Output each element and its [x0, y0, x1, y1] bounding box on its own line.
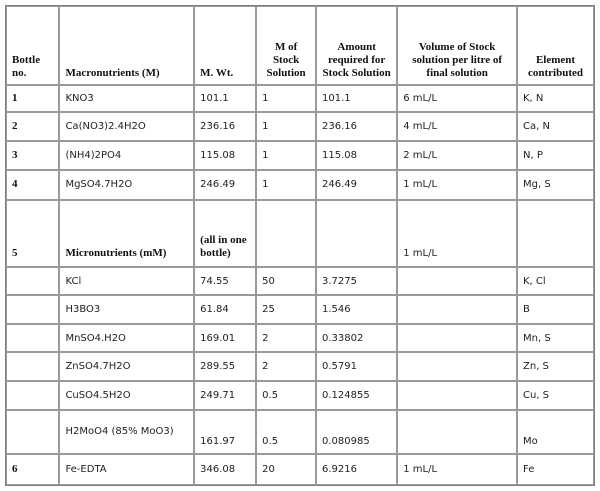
- empty-cell: [6, 410, 59, 455]
- compound-cell: (NH4)2PO4: [59, 141, 194, 171]
- amount-cell: 0.124855: [316, 381, 397, 410]
- empty-cell: [6, 352, 59, 381]
- empty-cell: [397, 267, 517, 296]
- amount-cell: 1.546: [316, 295, 397, 324]
- bottle-number: 3: [6, 141, 59, 171]
- table-row: [6, 352, 594, 381]
- element-cell: N, P: [517, 141, 594, 171]
- empty-cell: [517, 200, 594, 267]
- mwt-cell: 289.55: [194, 352, 256, 381]
- molarity-cell: 1: [256, 85, 316, 111]
- amount-cell: 246.49: [316, 170, 397, 200]
- volume-cell: 4 mL/L: [397, 112, 517, 141]
- mwt-cell: 169.01: [194, 324, 256, 353]
- bottle-number: 1: [6, 85, 59, 111]
- empty-cell: [6, 324, 59, 353]
- table-row: [6, 454, 594, 485]
- table-row: [6, 295, 594, 324]
- compound-cell: MgSO4.7H2O: [59, 170, 194, 200]
- amount-cell: 0.080985: [316, 410, 397, 455]
- molarity-cell: 1: [256, 112, 316, 141]
- micronutrients-label: Micronutrients (mM): [59, 200, 194, 267]
- amount-cell: 115.08: [316, 141, 397, 171]
- molarity-cell: 2: [256, 352, 316, 381]
- table-row: [6, 324, 594, 353]
- element-cell: Mn, S: [517, 324, 594, 353]
- element-cell: K, Cl: [517, 267, 594, 296]
- compound-cell: Ca(NO3)2.4H2O: [59, 112, 194, 141]
- compound-cell: KCl: [59, 267, 194, 296]
- molarity-cell: 25: [256, 295, 316, 324]
- mwt-cell: 346.08: [194, 454, 256, 485]
- element-cell: K, N: [517, 85, 594, 111]
- compound-cell: MnSO4.H2O: [59, 324, 194, 353]
- table-row: [6, 85, 594, 111]
- empty-cell: [6, 381, 59, 410]
- table-row: [6, 112, 594, 141]
- empty-cell: [397, 352, 517, 381]
- bottle-number: 6: [6, 454, 59, 485]
- empty-cell: [397, 324, 517, 353]
- element-cell: Ca, N: [517, 112, 594, 141]
- mwt-cell: 249.71: [194, 381, 256, 410]
- compound-cell: H3BO3: [59, 295, 194, 324]
- empty-cell: [256, 200, 316, 267]
- table-row: [6, 410, 594, 455]
- molarity-cell: 0.5: [256, 381, 316, 410]
- bottle-number: 5: [6, 200, 59, 267]
- mwt-cell: 236.16: [194, 112, 256, 141]
- molarity-cell: 20: [256, 454, 316, 485]
- header-m-stock: M of Stock Solution: [256, 6, 316, 85]
- bottle-number: 4: [6, 170, 59, 200]
- nutrient-table-wrapper: [5, 5, 595, 486]
- element-cell: Fe: [517, 454, 594, 485]
- molarity-cell: 0.5: [256, 410, 316, 455]
- mwt-cell: 115.08: [194, 141, 256, 171]
- micronutrients-header-row: [6, 200, 594, 267]
- mwt-cell: 74.55: [194, 267, 256, 296]
- molarity-cell: 1: [256, 170, 316, 200]
- compound-cell: ZnSO4.7H2O: [59, 352, 194, 381]
- empty-cell: [6, 295, 59, 324]
- header-element: Element contributed: [517, 6, 594, 85]
- element-cell: Cu, S: [517, 381, 594, 410]
- nutrient-stock-table: [5, 5, 595, 486]
- empty-cell: [397, 410, 517, 455]
- element-cell: Mo: [517, 410, 594, 455]
- amount-cell: 0.5791: [316, 352, 397, 381]
- table-row: [6, 381, 594, 410]
- empty-cell: [316, 200, 397, 267]
- mwt-cell: 101.1: [194, 85, 256, 111]
- header-m-wt: M. Wt.: [194, 6, 256, 85]
- table-row: [6, 141, 594, 171]
- header-row: [6, 6, 594, 85]
- compound-cell: Fe-EDTA: [59, 454, 194, 485]
- volume-cell: 1 mL/L: [397, 200, 517, 267]
- mwt-cell: 61.84: [194, 295, 256, 324]
- all-in-one-bottle-note: (all in one bottle): [194, 200, 256, 267]
- header-volume: Volume of Stock solution per litre of final solution: [397, 6, 517, 85]
- mwt-cell: 161.97: [194, 410, 256, 455]
- compound-cell: CuSO4.5H2O: [59, 381, 194, 410]
- header-bottle-no: Bottle no.: [6, 6, 59, 85]
- mwt-cell: 246.49: [194, 170, 256, 200]
- header-macronutrients: Macronutrients (M): [59, 6, 194, 85]
- element-cell: Zn, S: [517, 352, 594, 381]
- amount-cell: 101.1: [316, 85, 397, 111]
- volume-cell: 1 mL/L: [397, 170, 517, 200]
- amount-cell: 3.7275: [316, 267, 397, 296]
- empty-cell: [397, 295, 517, 324]
- element-cell: Mg, S: [517, 170, 594, 200]
- empty-cell: [397, 381, 517, 410]
- amount-cell: 0.33802: [316, 324, 397, 353]
- molarity-cell: 50: [256, 267, 316, 296]
- empty-cell: [6, 267, 59, 296]
- amount-cell: 236.16: [316, 112, 397, 141]
- element-cell: B: [517, 295, 594, 324]
- table-row: [6, 267, 594, 296]
- bottle-number: 2: [6, 112, 59, 141]
- volume-cell: 6 mL/L: [397, 85, 517, 111]
- table-row: [6, 170, 594, 200]
- amount-cell: 6.9216: [316, 454, 397, 485]
- volume-cell: 2 mL/L: [397, 141, 517, 171]
- molarity-cell: 2: [256, 324, 316, 353]
- compound-cell: KNO3: [59, 85, 194, 111]
- compound-cell: H2MoO4 (85% MoO3): [59, 410, 194, 455]
- volume-cell: 1 mL/L: [397, 454, 517, 485]
- header-amount: Amount required for Stock Solution: [316, 6, 397, 85]
- molarity-cell: 1: [256, 141, 316, 171]
